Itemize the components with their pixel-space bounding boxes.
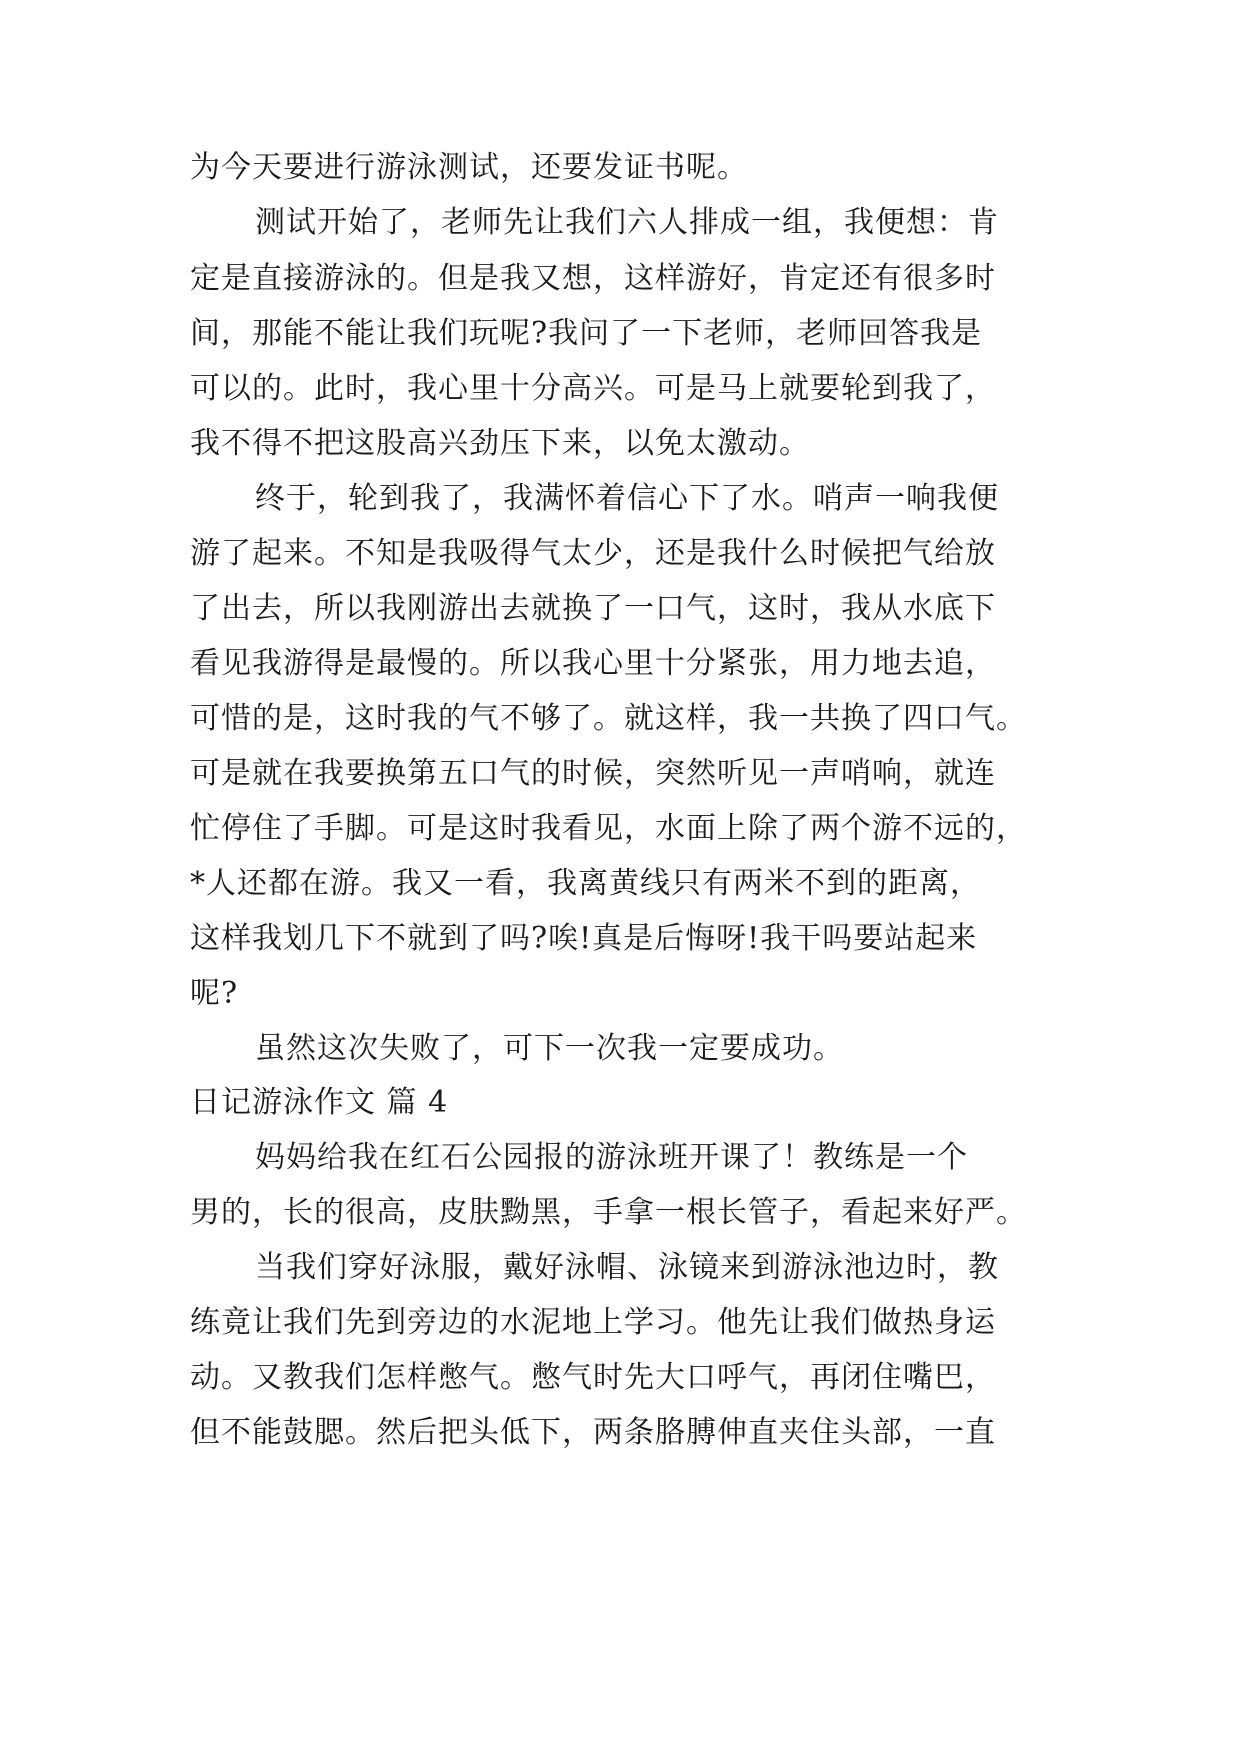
text-line: 虽然这次失败了，可下一次我一定要成功。 [255,1031,844,1066]
text-line: 可以的。此时，我心里十分高兴。可是马上就要轮到我了， [190,371,996,406]
text-line: 看见我游得是最慢的。所以我心里十分紧张，用力地去追， [190,646,996,681]
text-line: 动。又教我们怎样憋气。憋气时先大口呼气，再闭住嘴巴， [190,1360,996,1395]
text-line: 间，那能不能让我们玩呢?我问了一下老师，老师回答我是 [190,316,983,351]
text-line: 练竟让我们先到旁边的水泥地上学习。他先让我们做热身运 [190,1305,996,1340]
text-line: 这样我划几下不就到了吗?唉!真是后悔呀!我干吗要站起来 [190,921,978,956]
text-line: 定是直接游泳的。但是我又想，这样游好，肯定还有很多时 [190,261,996,296]
text-line: 妈妈给我在红石公园报的游泳班开课了！教练是一个 [255,1140,968,1175]
section-heading: 日记游泳作文 篇 4 [190,1085,449,1120]
text-line: 男的，长的很高，皮肤黝黑，手拿一根长管子，看起来好严。 [190,1195,1027,1230]
text-line: 呢? [190,976,239,1011]
text-line: 可惜的是，这时我的气不够了。就这样，我一共换了四口气。 [190,701,1027,736]
text-line: 了出去，所以我刚游出去就换了一口气，这时，我从水底下 [190,591,996,626]
text-line: 为今天要进行游泳测试，还要发证书呢。 [190,150,748,185]
text-line: *人还都在游。我又一看，我离黄线只有两米不到的距离， [190,866,981,901]
text-line: 测试开始了，老师先让我们六人排成一组，我便想：肯 [255,205,999,240]
text-line: 但不能鼓腮。然后把头低下，两条胳膊伸直夹住头部，一直 [190,1415,996,1450]
text-line: 忙停住了手脚。可是这时我看见，水面上除了两个游不远的， [190,811,1027,846]
text-line: 游了起来。不知是我吸得气太少，还是我什么时候把气给放 [190,536,996,571]
text-line: 我不得不把这股高兴劲压下来，以免太激动。 [190,426,810,461]
text-line: 可是就在我要换第五口气的时候，突然听见一声哨响，就连 [190,756,996,791]
text-line: 当我们穿好泳服，戴好泳帽、泳镜来到游泳池边时，教 [255,1250,999,1285]
text-line: 终于，轮到我了，我满怀着信心下了水。哨声一响我便 [255,481,999,516]
